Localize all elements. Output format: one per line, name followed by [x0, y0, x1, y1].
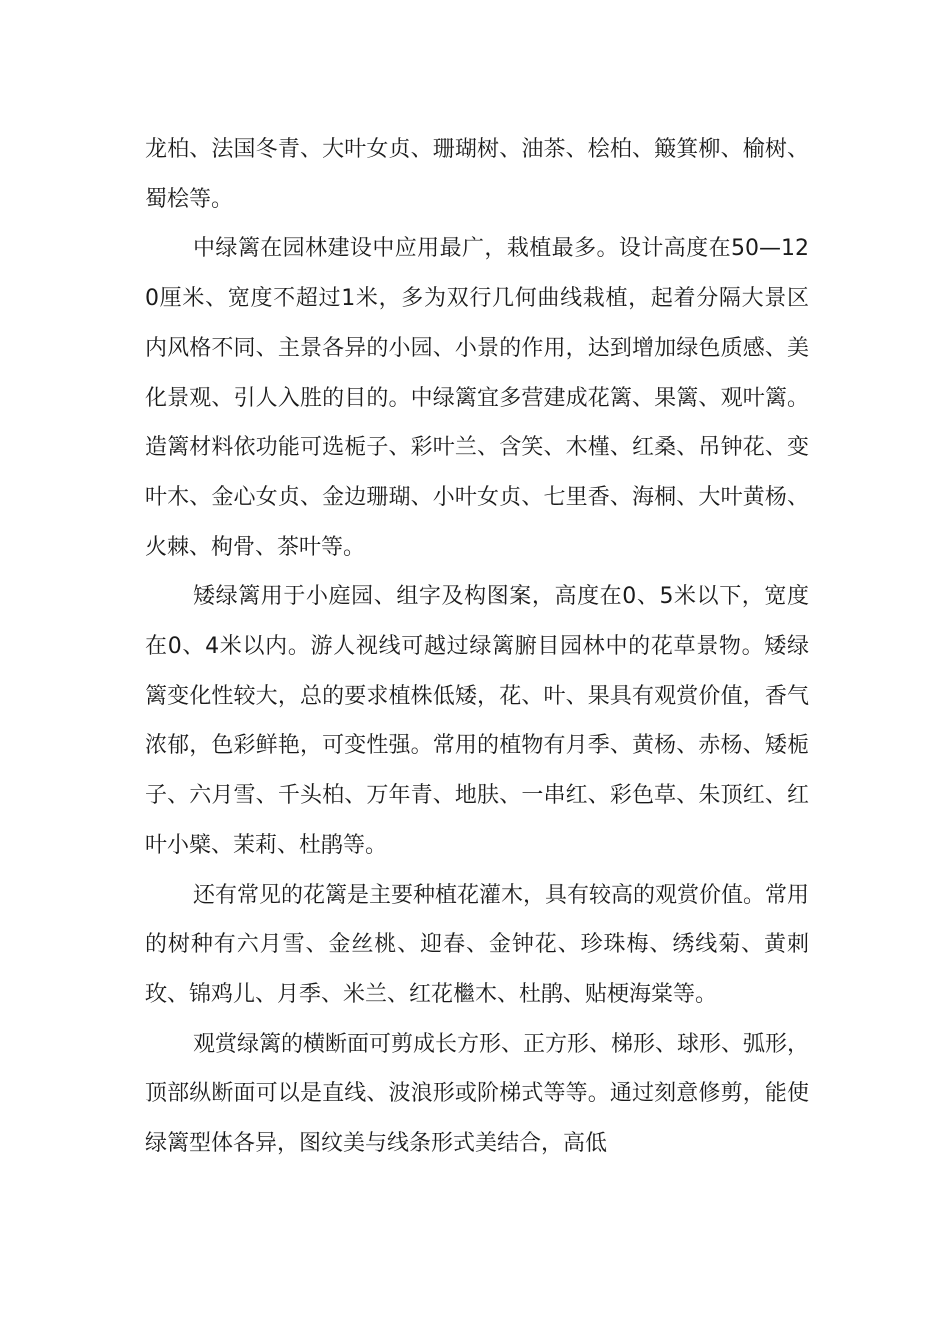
paragraph-continuation: 龙柏、法国冬青、大叶女贞、珊瑚树、油茶、桧柏、簸箕柳、榆树、蜀桧等。 — [145, 137, 809, 212]
paragraph-flower-hedge: 还有常见的花篱是主要种植花灌木，具有较高的观赏价值。常用的树种有六月雪、金丝桃、迎春、金钟花、珍珠梅、绣线菊、黄刺玫、锦鸡儿、月季、米兰、红花檵木、杜鹃、贴梗海棠等。 — [145, 882, 810, 1007]
document-body — [145, 125, 809, 1169]
paragraph-low-hedge: 矮绿篱用于小庭园、组字及构图案，高度在0、5米以下，宽度在0、4米以内。游人视线可越过绿篱腑目园林中的花草景物。矮绿篱变化性较大，总的要求植株低矮，花、叶、果具有观赏价值，香气浓郁，色彩鲜艳，可变性强。常用的植物有月季、黄杨、赤杨、矮栀子、六月雪、千头柏、万年青、地肤、一串红、彩色草、朱顶红、红叶小檗、茉莉、杜鹃等。 — [145, 584, 809, 858]
paragraph-medium-hedge: 中绿篱在园林建设中应用最广，栽植最多。设计高度在50—120厘米、宽度不超过1米，多为双行几何曲线栽植，起着分隔大景区内风格不同、主景各异的小园、小景的作用，达到增加绿色质感、美化景观、引人入胜的目的。中绿篱宜多营建成花篱、果篱、观叶篱。造篱材料依功能可选栀子、彩叶兰、含笑、木槿、红桑、吊钟花、变叶木、金心女贞、金边珊瑚、小叶女贞、七里香、海桐、大叶黄杨、火棘、枸骨、茶叶等。 — [145, 236, 809, 560]
paragraph-hedge-shapes: 观赏绿篱的横断面可剪成长方形、正方形、梯形、球形、弧形，顶部纵断面可以是直线、波浪形或阶梯式等等。通过刻意修剪，能使绿篱型体各异，图纹美与线条形式美结合，高低 — [145, 1031, 810, 1157]
